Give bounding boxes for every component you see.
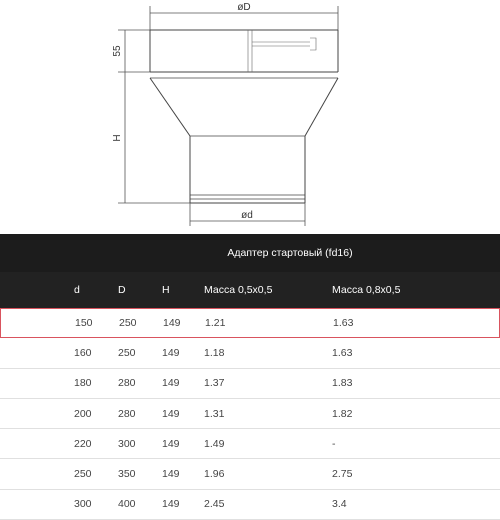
label-D: øD (237, 2, 251, 13)
cell-D: 250 (118, 346, 136, 359)
cell-d: 160 (74, 346, 92, 359)
cell-mass-08: 1.82 (332, 407, 353, 420)
cell-H: 149 (162, 437, 180, 450)
label-d: ød (241, 210, 253, 221)
header-H: H (162, 284, 170, 296)
spec-table (0, 234, 500, 511)
cell-mass-05: 1.49 (204, 437, 225, 450)
cell-mass-08: 1.83 (332, 377, 353, 390)
cell-mass-05: 1.96 (204, 468, 225, 481)
cell-d: 150 (75, 317, 93, 330)
cell-d: 250 (74, 468, 92, 481)
cell-mass-05: 2.45 (204, 498, 225, 511)
cell-H: 149 (162, 377, 180, 390)
cell-mass-08: 1.63 (332, 346, 353, 359)
cell-mass-08: 1.63 (333, 317, 354, 330)
cell-d: 200 (74, 407, 92, 420)
header-d: d (74, 284, 80, 296)
table-row (0, 308, 500, 338)
cell-D: 350 (118, 468, 136, 481)
cell-d: 220 (74, 437, 92, 450)
cell-mass-05: 1.21 (205, 317, 226, 330)
cell-mass-08: 2.75 (332, 468, 353, 481)
seam-clip (310, 38, 316, 50)
table-title: Адаптер стартовый (fd16) (0, 234, 500, 272)
table-row (0, 369, 500, 399)
cell-mass-08: - (332, 437, 336, 450)
table-row (0, 429, 500, 459)
technical-drawing (0, 0, 500, 232)
label-55: 55 (112, 45, 123, 57)
cell-H: 149 (162, 407, 180, 420)
table-row (0, 338, 500, 368)
cell-D: 250 (119, 317, 137, 330)
cell-D: 400 (118, 498, 136, 511)
cell-H: 149 (163, 317, 181, 330)
cell-H: 149 (162, 468, 180, 481)
cell-mass-05: 1.31 (204, 407, 225, 420)
label-H: H (112, 134, 123, 142)
adapter-drawing (0, 0, 500, 232)
cell-D: 300 (118, 437, 136, 450)
cell-H: 149 (162, 498, 180, 511)
header-D: D (118, 284, 126, 296)
cell-D: 280 (118, 377, 136, 390)
cone-right (305, 78, 338, 136)
table-row (0, 399, 500, 429)
cell-d: 180 (74, 377, 92, 390)
table-row (0, 490, 500, 520)
cell-H: 149 (162, 346, 180, 359)
cell-mass-05: 1.37 (204, 377, 225, 390)
header-mass-05: Масса 0,5x0,5 (204, 284, 273, 296)
cell-mass-08: 3.4 (332, 498, 347, 511)
cone-left (150, 78, 190, 136)
table-header-row (0, 272, 500, 308)
cell-D: 280 (118, 407, 136, 420)
top-cylinder-sides (150, 30, 338, 72)
header-mass-08: Масса 0,8x0,5 (332, 284, 401, 296)
table-row (0, 459, 500, 489)
cell-d: 300 (74, 498, 92, 511)
cell-mass-05: 1.18 (204, 346, 225, 359)
